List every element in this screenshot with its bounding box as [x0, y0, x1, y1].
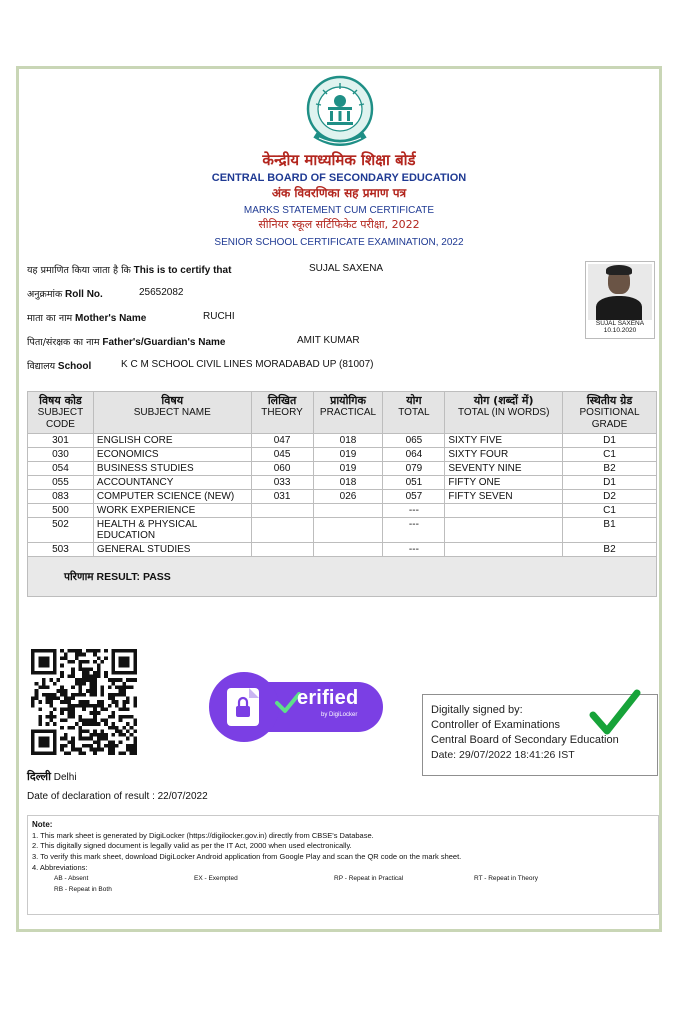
- total-marks: ---: [383, 504, 445, 518]
- place-of-issue: [27, 769, 77, 784]
- practical-marks: [313, 518, 383, 543]
- subject-code: 030: [28, 448, 94, 462]
- mother-label-english: Mother's Name: [75, 313, 147, 324]
- roll-row: [27, 287, 184, 300]
- result-label-hindi: परिणाम: [64, 570, 94, 583]
- table-row: [28, 448, 657, 462]
- certify-label-hindi: यह प्रमाणित किया जाता है कि: [27, 265, 131, 276]
- abbr-exempted: EX - Exempted: [194, 875, 238, 883]
- practical-marks: 019: [313, 462, 383, 476]
- total-marks: 057: [383, 490, 445, 504]
- subject-name: HEALTH & PHYSICAL EDUCATION: [93, 518, 251, 543]
- signature-valid-check-icon: [589, 687, 641, 744]
- theory-marks: [251, 518, 313, 543]
- qr-code-icon: [31, 649, 137, 755]
- roll-number: 25652082: [139, 287, 184, 298]
- header-subject-code: विषय कोड SUBJECT CODE: [28, 392, 94, 434]
- abbreviations-row-2: [32, 885, 654, 896]
- theory-marks: 060: [251, 462, 313, 476]
- table-row: [28, 504, 657, 518]
- subject-code: 054: [28, 462, 94, 476]
- subject-name: WORK EXPERIENCE: [93, 504, 251, 518]
- positional-grade: C1: [563, 504, 657, 518]
- header-total: योग TOTAL: [383, 392, 445, 434]
- subject-code: 500: [28, 504, 94, 518]
- header-practical: प्रायोगिक PRACTICAL: [313, 392, 383, 434]
- total-words: SEVENTY NINE: [445, 462, 563, 476]
- theory-marks: 047: [251, 434, 313, 448]
- marks-statement-english: MARKS STATEMENT CUM CERTIFICATE: [243, 205, 435, 216]
- positional-grade: D1: [563, 434, 657, 448]
- subject-name: ACCOUNTANCY: [93, 476, 251, 490]
- father-name: AMIT KUMAR: [297, 335, 360, 346]
- document-lock-icon: [227, 688, 259, 726]
- theory-marks: 033: [251, 476, 313, 490]
- subject-code: 055: [28, 476, 94, 490]
- note-item: 2. This digitally signed document is legally valid as per the IT Act, 2000 when used electronically.: [32, 841, 352, 851]
- mother-label-hindi: माता का नाम: [27, 313, 73, 324]
- signer-title: Controller of Examinations: [431, 718, 561, 731]
- certificate-frame: [16, 66, 662, 932]
- result-cell: [28, 557, 657, 597]
- signer-organization: Central Board of Secondary Education: [431, 733, 619, 746]
- total-words: FIFTY SEVEN: [445, 490, 563, 504]
- school-row: [27, 359, 374, 372]
- exam-name-hindi: सीनियर स्कूल सर्टिफिकेट परीक्षा, 2022: [258, 218, 420, 231]
- marks-statement-hindi: अंक विवरणिका सह प्रमाण पत्र: [271, 186, 407, 200]
- school-label-english: School: [57, 361, 92, 372]
- table-row: [28, 476, 657, 490]
- note-item: 3. To verify this mark sheet, download DigiLocker Android application from Google Play and scan the QR code on the mark sheet.: [32, 852, 462, 862]
- mother-name: RUCHI: [203, 311, 235, 322]
- total-words: [445, 504, 563, 518]
- photo-caption-date: 10.10.2020: [603, 326, 637, 334]
- theory-marks: [251, 543, 313, 557]
- theory-marks: [251, 504, 313, 518]
- practical-marks: [313, 504, 383, 518]
- cbse-logo-icon: [305, 75, 375, 151]
- declaration-date: Date of declaration of result : 22/07/2022: [27, 791, 208, 802]
- abbreviations-row: [32, 874, 654, 885]
- digilocker-verified-badge: [209, 672, 383, 742]
- table-row: [28, 490, 657, 504]
- certify-row: [27, 263, 384, 276]
- candidate-name: SUJAL SAXENA: [309, 263, 384, 274]
- positional-grade: D2: [563, 490, 657, 504]
- abbr-repeat-practical: RP - Repeat in Practical: [334, 875, 404, 883]
- header-subject-name: विषय SUBJECT NAME: [93, 392, 251, 434]
- positional-grade: C1: [563, 448, 657, 462]
- practical-marks: [313, 543, 383, 557]
- exam-name-english: SENIOR SCHOOL CERTIFICATE EXAMINATION, 2022: [214, 237, 464, 248]
- subject-name: ENGLISH CORE: [93, 434, 251, 448]
- header-positional-grade: स्थितीय ग्रेड POSITIONAL GRADE: [563, 392, 657, 434]
- total-marks: 051: [383, 476, 445, 490]
- subject-name: COMPUTER SCIENCE (NEW): [93, 490, 251, 504]
- total-words: SIXTY FIVE: [445, 434, 563, 448]
- practical-marks: 018: [313, 434, 383, 448]
- subject-code: 502: [28, 518, 94, 543]
- by-digilocker-text: by DigiLocker: [321, 712, 358, 718]
- theory-marks: 045: [251, 448, 313, 462]
- practical-marks: 018: [313, 476, 383, 490]
- signed-by-label: Digitally signed by:: [431, 704, 523, 716]
- total-marks: ---: [383, 518, 445, 543]
- father-row: [27, 335, 360, 348]
- positional-grade: B2: [563, 543, 657, 557]
- total-words: [445, 543, 563, 557]
- place-hindi: दिल्ली: [27, 770, 51, 783]
- father-label-hindi: पिता/संरक्षक का नाम: [27, 337, 100, 348]
- abbr-repeat-theory: RT - Repeat in Theory: [474, 875, 538, 883]
- positional-grade: D1: [563, 476, 657, 490]
- subject-name: BUSINESS STUDIES: [93, 462, 251, 476]
- board-name-english: CENTRAL BOARD OF SECONDARY EDUCATION: [211, 172, 467, 184]
- subject-code: 503: [28, 543, 94, 557]
- header-total-words: योग (शब्दों में) TOTAL (IN WORDS): [445, 392, 563, 434]
- father-label-english: Father's/Guardian's Name: [102, 337, 226, 348]
- note-item: 1. This mark sheet is generated by DigiLocker (https://digilocker.gov.in) directly from CBSE's Database.: [32, 830, 374, 840]
- practical-marks: 019: [313, 448, 383, 462]
- total-words: [445, 518, 563, 543]
- total-marks: 064: [383, 448, 445, 462]
- roll-label-english: Roll No.: [65, 289, 103, 300]
- table-row: [28, 434, 657, 448]
- result-status: RESULT: PASS: [96, 570, 171, 583]
- school-name: K C M SCHOOL CIVIL LINES MORADABAD UP (81007): [121, 359, 374, 370]
- roll-label-hindi: अनुक्रमांक: [27, 289, 63, 300]
- school-label-hindi: विद्यालय: [27, 361, 56, 372]
- header-theory: लिखित THEORY: [251, 392, 313, 434]
- verified-text: erified: [297, 687, 359, 709]
- photo-caption-name: SUJAL SAXENA: [595, 320, 645, 327]
- mother-row: [27, 311, 235, 324]
- board-name-hindi: केन्द्रीय माध्यमिक शिक्षा बोर्ड: [262, 151, 416, 169]
- table-header-row: [28, 392, 657, 434]
- subject-name: ECONOMICS: [93, 448, 251, 462]
- signature-date: Date: 29/07/2022 18:41:26 IST: [431, 748, 575, 761]
- theory-marks: 031: [251, 490, 313, 504]
- table-row: [28, 543, 657, 557]
- note-item: 4. Abbreviations:: [32, 863, 88, 873]
- notes-title: Note:: [32, 820, 53, 829]
- total-marks: ---: [383, 543, 445, 557]
- table-row: [28, 518, 657, 543]
- table-row: [28, 462, 657, 476]
- total-words: FIFTY ONE: [445, 476, 563, 490]
- subject-code: 301: [28, 434, 94, 448]
- marks-table: [27, 391, 657, 597]
- result-row: [28, 557, 657, 597]
- subject-name: GENERAL STUDIES: [93, 543, 251, 557]
- total-words: SIXTY FOUR: [445, 448, 563, 462]
- notes-box: [27, 815, 659, 915]
- total-marks: 065: [383, 434, 445, 448]
- abbr-absent: AB - Absent: [54, 875, 89, 883]
- certify-label-english: This is to certify that: [133, 265, 232, 276]
- abbr-repeat-both: RB - Repeat in Both: [54, 886, 112, 894]
- subject-code: 083: [28, 490, 94, 504]
- practical-marks: 026: [313, 490, 383, 504]
- candidate-photo: [585, 261, 655, 339]
- place-english: Delhi: [53, 772, 77, 783]
- positional-grade: B2: [563, 462, 657, 476]
- positional-grade: B1: [563, 518, 657, 543]
- digital-signature-box: [422, 694, 658, 776]
- total-marks: 079: [383, 462, 445, 476]
